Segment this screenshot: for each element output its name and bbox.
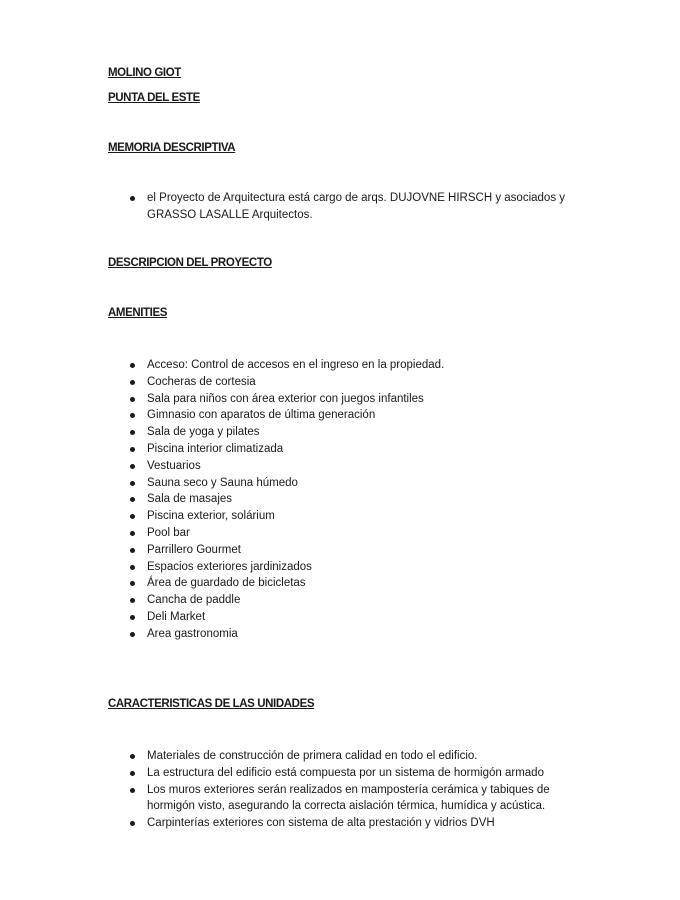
list-item: Gimnasio con aparatos de última generación xyxy=(108,407,578,424)
caracteristicas-unidades-heading: CARACTERISTICAS DE LAS UNIDADES xyxy=(108,698,315,710)
descripcion-proyecto-heading: DESCRIPCION DEL PROYECTO xyxy=(108,257,272,269)
list-item: Cocheras de cortesia xyxy=(108,374,578,391)
memoria-descriptiva-heading: MEMORIA DESCRIPTIVA xyxy=(108,142,236,154)
list-item: el Proyecto de Arquitectura está cargo de arqs. DUJOVNE HIRSCH y asociados y GRASSO LASALLE Arquitectos. xyxy=(108,190,578,224)
list-item: Cancha de paddle xyxy=(108,592,578,609)
amenities-heading: AMENITIES xyxy=(108,307,168,319)
list-item: Vestuarios xyxy=(108,458,578,475)
list-item: Los muros exteriores serán realizados en mampostería cerámica y tabiques de hormigón visto, asegurando la correcta aislación térmica, humídica y acústica. xyxy=(108,782,578,816)
list-item: Área de guardado de bicicletas xyxy=(108,575,578,592)
list-item: Espacios exteriores jardinizados xyxy=(108,559,578,576)
list-item: Deli Market xyxy=(108,609,578,626)
project-name-heading: MOLINO GIOT xyxy=(108,67,181,79)
list-item: Piscina exterior, solárium xyxy=(108,508,578,525)
list-item: Sala para niños con área exterior con juegos infantiles xyxy=(108,391,578,408)
list-item: La estructura del edificio está compuesta por un sistema de hormigón armado xyxy=(108,765,578,782)
list-item: Acceso: Control de accesos en el ingreso en la propiedad. xyxy=(108,357,578,374)
list-item: Piscina interior climatizada xyxy=(108,441,578,458)
list-item: Sala de masajes xyxy=(108,491,578,508)
caracteristicas-list xyxy=(108,748,578,832)
list-item: Sala de yoga y pilates xyxy=(108,424,578,441)
list-item: Carpinterías exteriores con sistema de alta prestación y vidrios DVH xyxy=(108,815,578,832)
amenities-list xyxy=(108,357,578,643)
list-item: Sauna seco y Sauna húmedo xyxy=(108,475,578,492)
location-heading: PUNTA DEL ESTE xyxy=(108,92,200,104)
list-item: Area gastronomia xyxy=(108,626,578,643)
list-item: Materiales de construcción de primera calidad en todo el edificio. xyxy=(108,748,578,765)
list-item: Pool bar xyxy=(108,525,578,542)
memoria-list xyxy=(108,190,578,224)
list-item: Parrillero Gourmet xyxy=(108,542,578,559)
